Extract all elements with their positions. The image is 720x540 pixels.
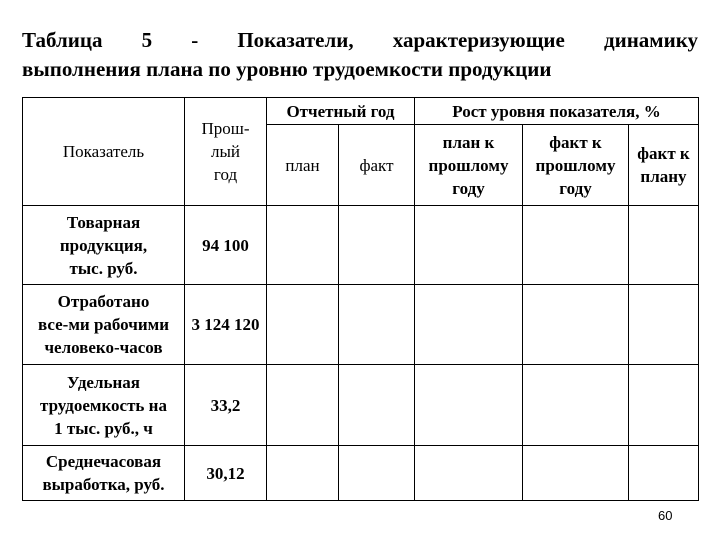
- row-plan-vs-prev: [415, 446, 523, 501]
- row-plan-vs-prev: [415, 285, 523, 365]
- row-fact-vs-plan: [629, 446, 699, 501]
- header-fact-text: факт: [359, 155, 394, 175]
- row-indicator: [23, 365, 185, 446]
- row-fact: [339, 365, 415, 446]
- header-report-year: [267, 98, 415, 125]
- header-growth-text: Рост уровня показателя, %: [452, 102, 661, 121]
- row-prev-year-text: 94 100: [202, 235, 249, 255]
- header-prev-year-text: Прош- лый год: [201, 119, 250, 184]
- table-row: [23, 285, 699, 365]
- row-fact: [339, 285, 415, 365]
- indicators-table: [22, 97, 699, 501]
- header-growth: [415, 98, 699, 125]
- row-plan-vs-prev: [415, 365, 523, 446]
- table-row: [23, 365, 699, 446]
- row-prev-year-text: 30,12: [206, 463, 245, 483]
- row-fact: [339, 206, 415, 285]
- header-prev-year: [185, 98, 267, 206]
- row-prev-year: [185, 365, 267, 446]
- row-plan: [267, 446, 339, 501]
- header-plan: [267, 125, 339, 206]
- header-fact-vs-prev: [523, 125, 629, 206]
- row-indicator: [23, 206, 185, 285]
- row-fact-vs-prev: [523, 285, 629, 365]
- row-plan: [267, 365, 339, 446]
- header-fact: [339, 125, 415, 206]
- row-fact-vs-prev: [523, 206, 629, 285]
- row-fact-vs-prev: [523, 365, 629, 446]
- header-fact-vs-prev-text: факт к прошлому году: [535, 132, 616, 198]
- table-caption: [22, 26, 698, 84]
- header-indicator-text: Показатель: [62, 142, 145, 161]
- row-prev-year-text: 33,2: [210, 395, 241, 415]
- row-fact-vs-plan: [629, 365, 699, 446]
- row-fact: [339, 446, 415, 501]
- row-indicator-text: Товарная продукция, тыс. руб.: [59, 212, 148, 278]
- header-fact-vs-plan: [629, 125, 699, 206]
- row-prev-year: [185, 285, 267, 365]
- row-fact-vs-prev: [523, 446, 629, 501]
- page-number: 60: [658, 508, 673, 523]
- header-indicator: [23, 98, 185, 206]
- header-plan-text: план: [285, 155, 320, 175]
- row-fact-vs-plan: [629, 206, 699, 285]
- row-indicator: [23, 285, 185, 365]
- table-row: [23, 206, 699, 285]
- row-prev-year-text: 3 124 120: [191, 315, 260, 334]
- row-plan-vs-prev: [415, 206, 523, 285]
- header-plan-vs-prev: [415, 125, 523, 206]
- row-plan: [267, 285, 339, 365]
- row-prev-year: [185, 206, 267, 285]
- row-indicator-text: Удельная трудоемкость на 1 тыс. руб., ч: [40, 372, 167, 438]
- row-indicator-text: Отработано все-ми рабочими человеко-часов: [37, 292, 170, 357]
- row-prev-year: [185, 446, 267, 501]
- row-plan: [267, 206, 339, 285]
- caption-line-2: выполнения плана по уровню трудоемкости продукции: [22, 57, 552, 81]
- table-row: [23, 446, 699, 501]
- row-indicator: [23, 446, 185, 501]
- row-fact-vs-plan: [629, 285, 699, 365]
- header-report-year-text: Отчетный год: [286, 102, 395, 121]
- header-plan-vs-prev-text: план к прошлому году: [428, 132, 509, 198]
- row-indicator-text: Среднечасовая выработка, руб.: [42, 452, 165, 494]
- header-fact-vs-plan-text: факт к плану: [637, 144, 690, 186]
- caption-line-1: Таблица 5 - Показатели, характеризующие динамику: [22, 28, 698, 52]
